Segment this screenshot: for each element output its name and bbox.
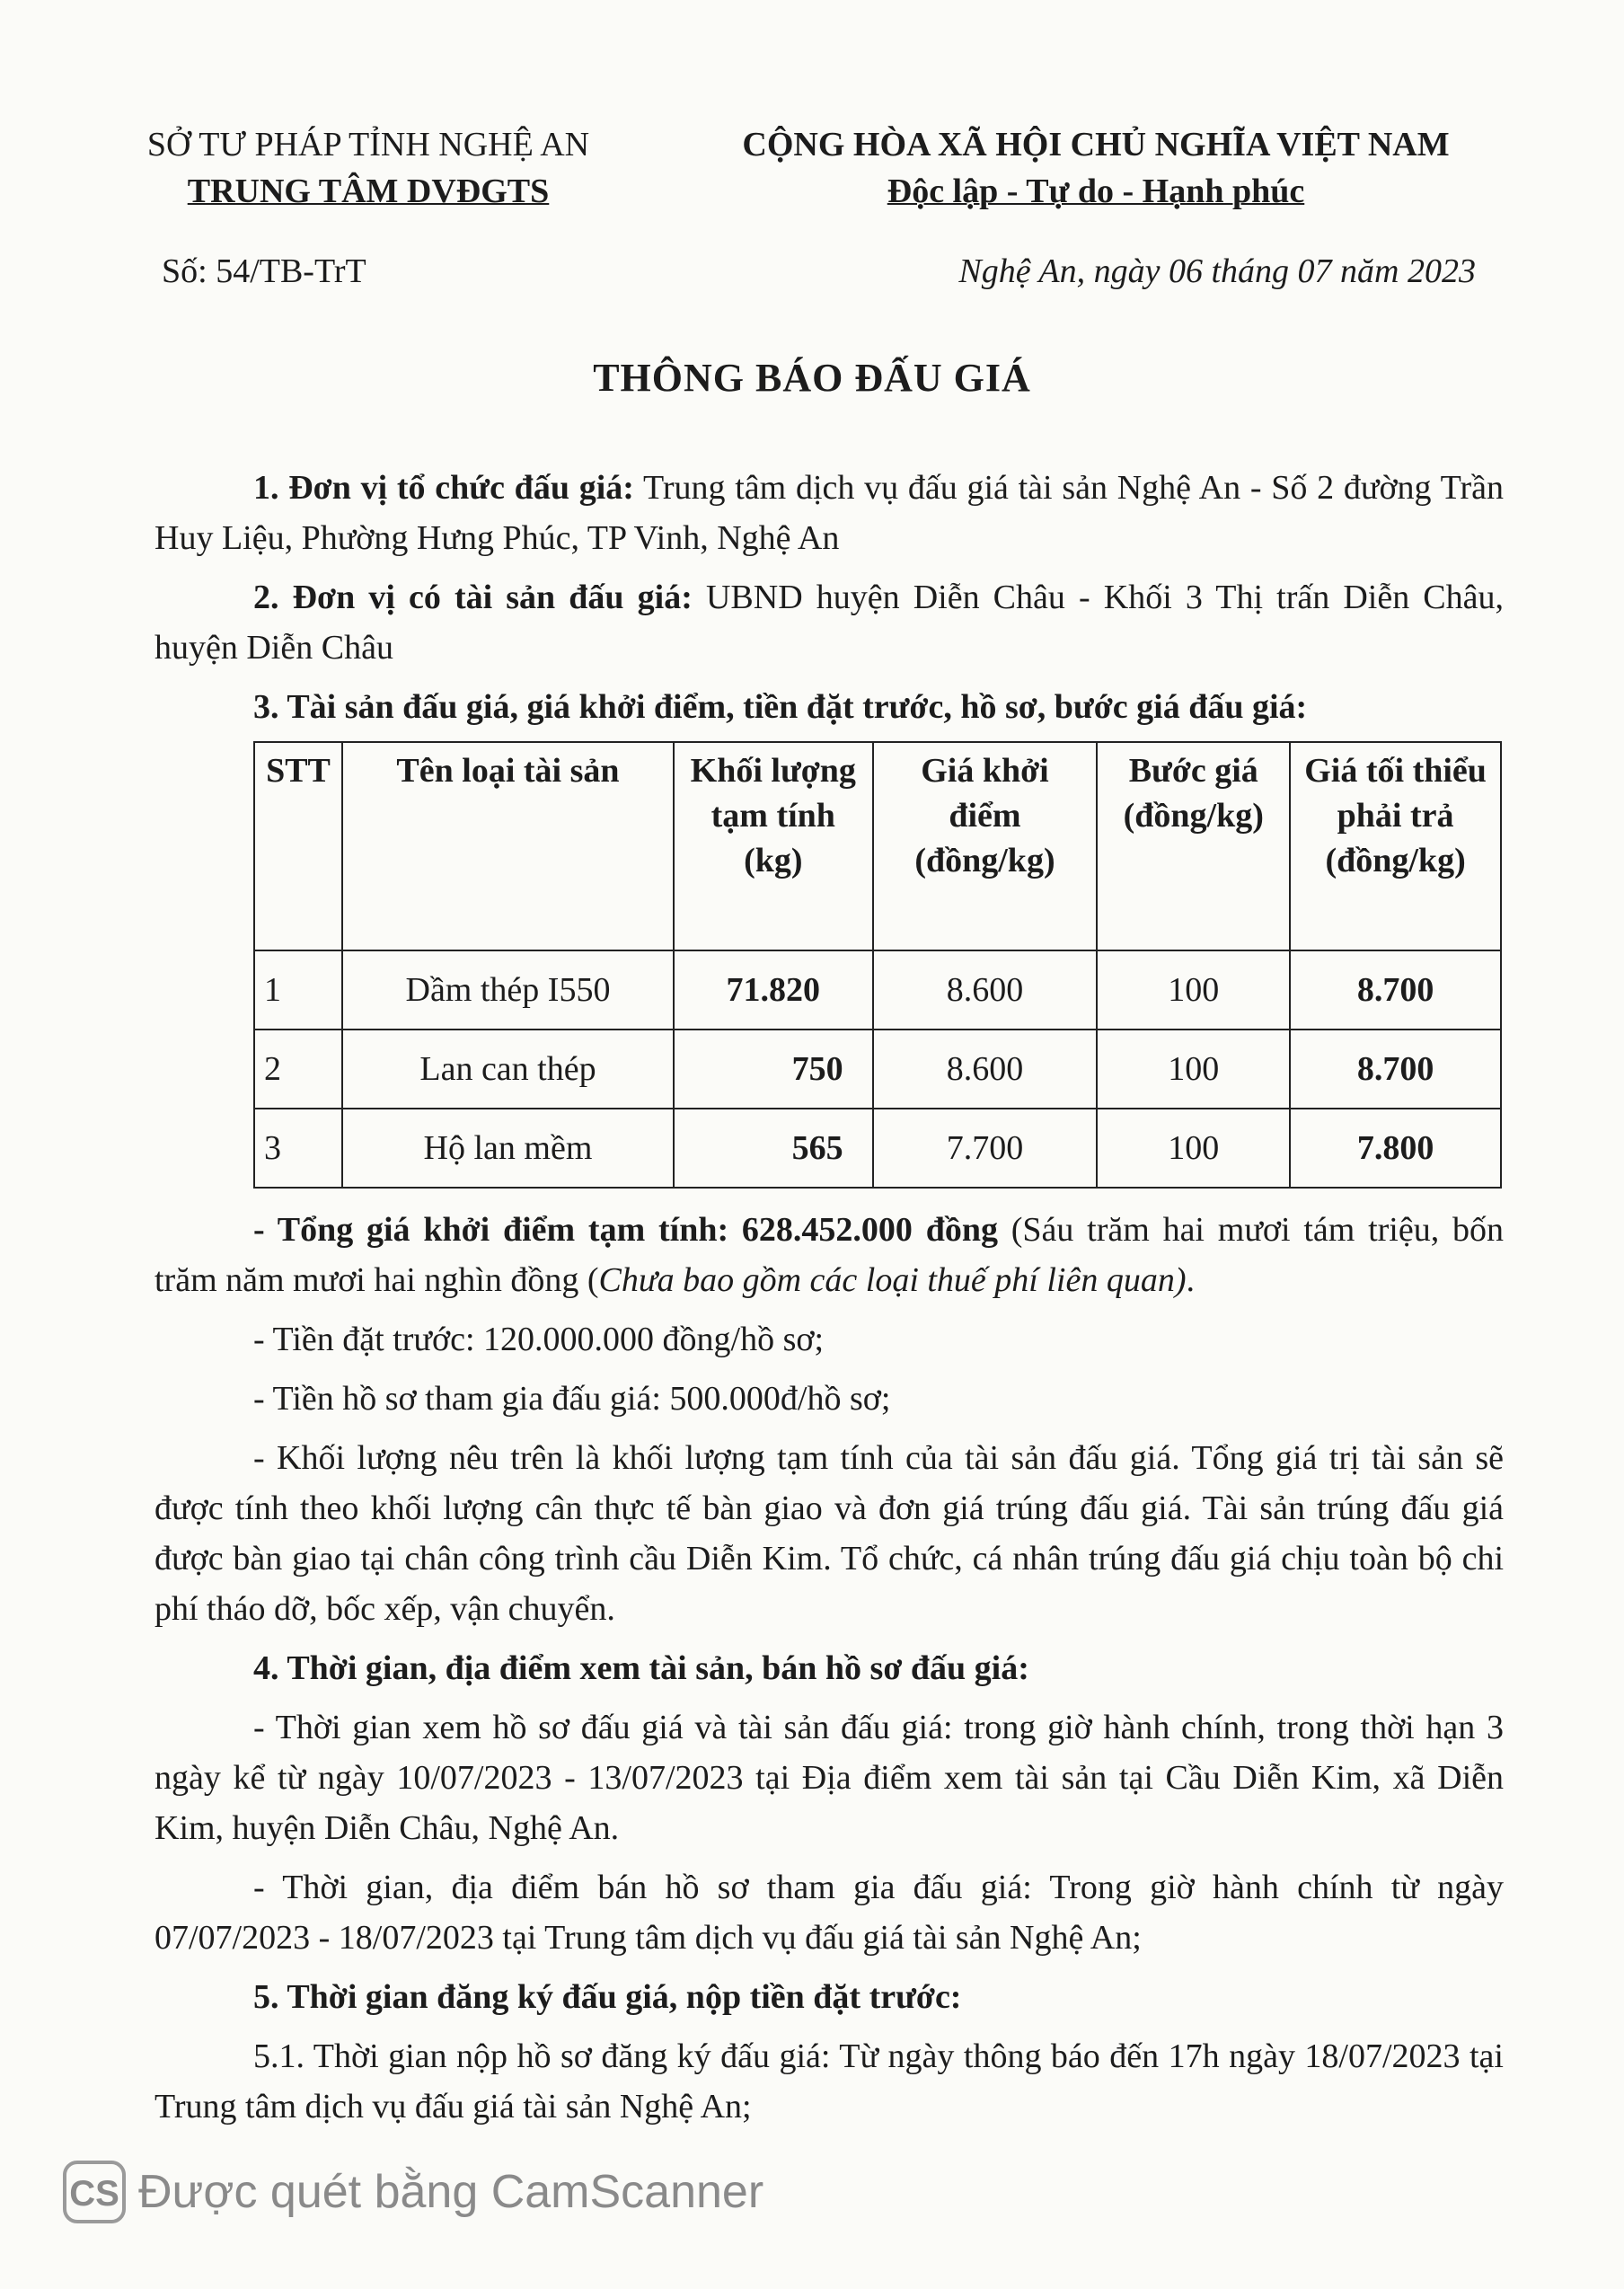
total-text: (Sáu trăm hai mươi tám triệu, bốn trăm năm mươi hai nghìn đồng ( [154, 1211, 1505, 1299]
volume-note: - Khối lượng nêu trên là khối lượng tạm tính của tài sản đấu giá. Tổng giá trị tài sản sẽ được tính theo khối lượng cân thực tế bàn giao và đơn giá trúng đấu giá. Tài sản trúng đấu giá được bàn giao tại chân công trình cầu Diễn Kim. Tổ chức, cá nhân trúng đấu giá chịu toàn bộ chi phí tháo dỡ, bốc xếp, vận chuyển. [154, 1439, 1504, 1628]
document-header [0, 121, 1624, 301]
section-4-sales: - Thời gian, địa điểm bán hồ sơ tham gia đấu giá: Trong giờ hành chính từ ngày 07/07/2023 - 18/07/2023 tại Trung tâm dịch vụ đấu giá tài sản Nghệ An; [154, 1869, 1504, 1957]
total-label: - Tổng giá khởi điểm tạm tính: 628.452.000 đồng [253, 1211, 998, 1249]
national-motto [665, 168, 1527, 215]
section-1 [154, 463, 1504, 563]
col-header-volume: Khối lượng tạm tính (kg) [674, 742, 873, 950]
national-title: CỘNG HÒA XÃ HỘI CHỦ NGHĨA VIỆT NAM [742, 126, 1450, 164]
document-body [154, 463, 1504, 2141]
camscanner-text: Được quét bằng CamScanner [138, 2166, 764, 2218]
asset-table [253, 741, 1502, 1189]
total-starting-price [154, 1205, 1504, 1305]
deposit-amount: - Tiền đặt trước: 120.000.000 đồng/hồ sơ; [253, 1321, 825, 1358]
col-header-minimum-price: Giá tối thiểu phải trả (đồng/kg) [1290, 742, 1501, 950]
cell-volume: 750 [674, 1030, 873, 1109]
cell-minimum-price: 7.800 [1290, 1109, 1501, 1188]
section-5-heading: 5. Thời gian đăng ký đấu giá, nộp tiền đặt trước: [253, 1978, 962, 2016]
col-header-price-step: Bước giá (đồng/kg) [1097, 742, 1290, 950]
col-header-stt: STT [254, 742, 342, 950]
camscanner-watermark [63, 2161, 763, 2232]
table-header-row [254, 742, 1501, 950]
table-row [254, 1030, 1501, 1109]
total-end: . [1186, 1261, 1195, 1299]
col-header-asset-name: Tên loại tài sản [342, 742, 674, 950]
section-5-1: 5.1. Thời gian nộp hồ sơ đăng ký đấu giá: Từ ngày thông báo đến 17h ngày 18/07/2023 tại Trung tâm dịch vụ đấu giá tài sản Nghệ An; [154, 2037, 1504, 2126]
document-date: Nghệ An, ngày 06 tháng 07 năm 2023 [958, 252, 1476, 290]
section-2-text: UBND huyện Diễn Châu - Khối 3 Thị trấn Diễn Châu, huyện Diễn Châu [154, 579, 1505, 667]
table-row [254, 1109, 1501, 1188]
section-1-label: 1. Đơn vị tổ chức đấu giá: [253, 469, 634, 507]
agency-parent: SỞ TƯ PHÁP TỈNH NGHỆ AN [146, 126, 590, 164]
table-row [254, 950, 1501, 1030]
national-heading [665, 121, 1527, 215]
section-4-heading: 4. Thời gian, địa điểm xem tài sản, bán hồ sơ đấu giá: [253, 1649, 1029, 1687]
cell-price-step: 100 [1097, 1109, 1290, 1188]
section-2-label: 2. Đơn vị có tài sản đấu giá: [253, 579, 693, 616]
agency-name [90, 168, 647, 215]
agency-name-text: TRUNG TÂM DVĐGTS [187, 172, 550, 210]
cell-minimum-price: 8.700 [1290, 950, 1501, 1030]
camscanner-logo-icon: CS [63, 2161, 126, 2223]
cell-stt: 3 [254, 1109, 342, 1188]
cell-stt: 1 [254, 950, 342, 1030]
section-4-viewing: - Thời gian xem hồ sơ đấu giá và tài sản đấu giá: trong giờ hành chính, trong thời hạn 3 ngày kể từ ngày 10/07/2023 - 13/07/2023 tại Địa điểm xem tài sản tại Cầu Diễn Kim, xã Diễn Kim, huyện Diễn Châu, Nghệ An. [154, 1709, 1504, 1847]
cell-starting-price: 8.600 [873, 950, 1098, 1030]
cell-asset-name: Lan can thép [342, 1030, 674, 1109]
dossier-fee: - Tiền hồ sơ tham gia đấu giá: 500.000đ/hồ sơ; [253, 1380, 891, 1418]
cell-stt: 2 [254, 1030, 342, 1109]
issuing-agency [90, 121, 647, 215]
section-3-heading: 3. Tài sản đấu giá, giá khởi điểm, tiền đặt trước, hồ sơ, bước giá đấu giá: [253, 688, 1308, 726]
total-note: Chưa bao gồm các loại thuế phí liên quan) [598, 1261, 1187, 1299]
cell-volume: 565 [674, 1109, 873, 1188]
cell-minimum-price: 8.700 [1290, 1030, 1501, 1109]
cell-asset-name: Hộ lan mềm [342, 1109, 674, 1188]
national-motto-text: Độc lập - Tự do - Hạnh phúc [887, 172, 1305, 210]
document-title: THÔNG BÁO ĐẤU GIÁ [593, 356, 1031, 400]
cell-starting-price: 8.600 [873, 1030, 1098, 1109]
cell-asset-name: Dầm thép I550 [342, 950, 674, 1030]
cell-price-step: 100 [1097, 950, 1290, 1030]
col-header-starting-price: Giá khởi điểm (đồng/kg) [873, 742, 1098, 950]
cell-volume: 71.820 [674, 950, 873, 1030]
cell-starting-price: 7.700 [873, 1109, 1098, 1188]
section-2 [154, 572, 1504, 673]
section-1-text: Trung tâm dịch vụ đấu giá tài sản Nghệ An - Số 2 đường Trần Huy Liệu, Phường Hưng Phúc, TP Vinh, Nghệ An [154, 469, 1504, 557]
document-number: Số: 54/TB-TrT [162, 252, 366, 290]
cell-price-step: 100 [1097, 1030, 1290, 1109]
